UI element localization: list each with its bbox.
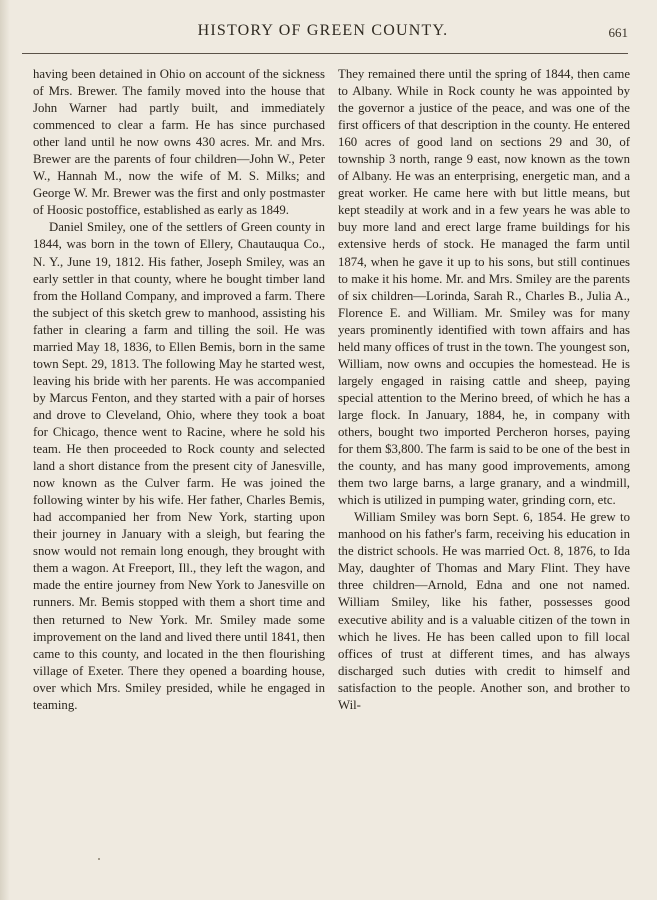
paragraph-smiley-continued: They remained there until the spring of 1844, then came to Albany. While in Rock county he was appointed by the governor a justice of the peace, and was one of the first officers of that description in the county. He entered 160 acres of good land on sections 29 and 30, of township 3 north, range 9 east, now known as the town of Albany. He was an enterprising, energetic man, and a great worker. He came here with but little means, but kept steadily at work and in a few years he was able to buy more land and erect large frame buildings for his extensive herds of stock. He managed the farm until 1874, when he gave it up to his sons, but still continues to make it his home. Mr. and Mrs. Smiley are the parents of six children—Lorinda, Sarah R., Charles B., Julia A., Florence E. and William. Mr. Smiley was for many years prominently identified with town affairs and has held many offices of trust in the town. The youngest son, William, now owns and occupies the homestead. He is largely engaged in raising cattle and sheep, paying special attention to the Merino breed, of which he has a large flock. In January, 1884, he, in company with others, bought two imported Percheron horses, paying for them $3,800. The farm is said to be one of the best in the county, and has many good improvements, among them two large barns, a large granary, and a windmill, which is utilized in pumping water, grinding corn, etc. [338,67,630,508]
print-speck [98,858,100,860]
page-number: 661 [608,25,628,40]
left-text-column [33,66,325,714]
paragraph-brewer-continued: having been detained in Ohio on account of the sickness of Mrs. Brewer. The family moved into the house that John Warner had partly built, and immediately commenced to clear a farm. He has since purchased other land until he now owns 430 acres. Mr. and Mrs. Brewer are the parents of four children—John W., Peter W., Hannah M., now the wife of M. S. Milks; and George W. Mr. Brewer was the first and only postmaster of Hoosic postoffice, established as early as 1849. [33,67,325,218]
running-title: HISTORY OF GREEN COUNTY. [197,22,449,39]
page-gutter-shadow [0,0,10,900]
paragraph-william-smiley: William Smiley was born Sept. 6, 1854. He grew to manhood on his father's farm, receiving his education in the district schools. He was married Oct. 8, 1876, to Ida May, daughter of Thomas and Mary Flint. They have three children—Arnold, Edna and one not named. William Smiley, like his father, possesses good executive ability and is a valuable citizen of the town in which he lives. He has been called upon to fill local offices of trust at different times, and has always discharged such duties with credit to himself and satisfaction to the people. Another son, and brother to Wil- [338,510,630,712]
right-text-column [338,66,630,714]
page-header [18,22,628,46]
header-rule [22,53,628,54]
paragraph-daniel-smiley: Daniel Smiley, one of the settlers of Green county in 1844, was born in the town of Ellery, Chautauqua Co., N. Y., June 19, 1812. His father, Joseph Smiley, was an early settler in that county, where he bought timber land from the Holland Company, and improved a farm. There the subject of this sketch grew to manhood, assisting his father in clearing a farm and tilling the soil. He was married May 18, 1836, to Ellen Bemis, born in the same town Sept. 29, 1813. The following May he started west, leaving his bride with her parents. He was accompanied by Marcus Fenton, and they started with a pair of horses and drove to Cleveland, Ohio, where they took a boat for Chicago, thence went to Racine, where he sold his team. He then proceeded to Rock county and selected land a short distance from the present city of Janesville, now known as the Culver farm. He was joined the following winter by his wife. Her father, Charles Bemis, had accompanied her from New York, starting upon their journey in January with a sleigh, but fearing the snow would not remain long enough, they brought with them a wagon. At Freeport, Ill., they left the wagon, and made the entire journey from New York to Janesville on runners. Mr. Bemis stopped with them a short time and then returned to New York. Mr. Smiley made some improvement on the land and lived there until 1841, then came to this county, and located in the then flourishing village of Exeter. There they opened a boarding house, over which Mrs. Smiley presided, while he engaged in teaming. [33,220,325,712]
